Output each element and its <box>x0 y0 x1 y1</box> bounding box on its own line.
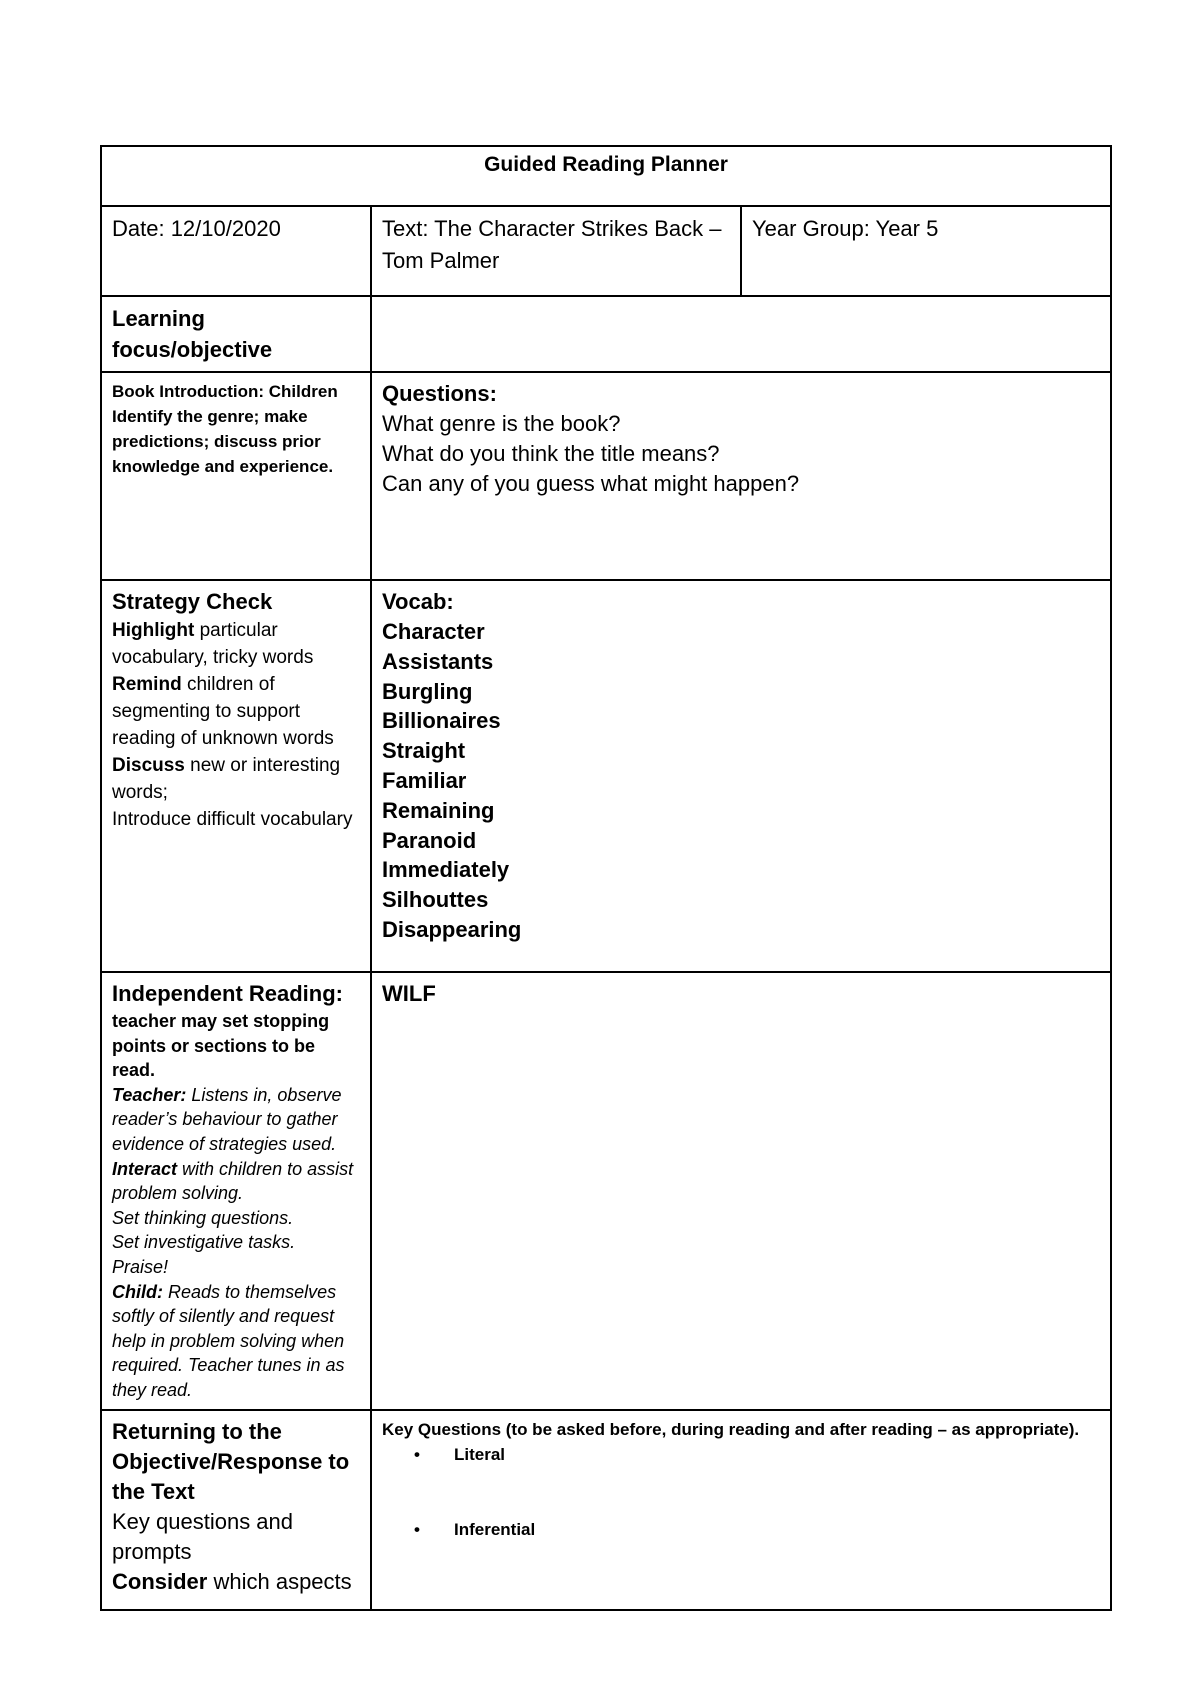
strategy-discuss <box>112 752 360 806</box>
vocab-word: Paranoid <box>382 827 477 853</box>
bullet-literal-text: Literal <box>454 1444 506 1464</box>
guided-reading-planner-table <box>100 145 1112 1611</box>
independent-reading-cell <box>101 972 371 1410</box>
returning-cell <box>101 1410 371 1610</box>
bullet-dot: • <box>414 1519 420 1539</box>
child-text: Reads to themselves softly of silently and request help in problem solving when required. Teacher tunes in as they read. <box>112 1281 345 1400</box>
strategy-remind-text: children of segmenting to support reading of unknown words <box>112 674 334 749</box>
vocab-word: Remaining <box>382 797 495 823</box>
bullet-literal <box>382 1442 1100 1467</box>
strategy-remind-bold: Remind <box>112 674 182 695</box>
thinking-line: Set thinking questions. <box>112 1207 294 1228</box>
key-prompts-line: Key questions and prompts <box>112 1508 294 1564</box>
planner-title: Guided Reading Planner <box>101 146 1111 206</box>
learning-focus-value <box>371 296 1111 372</box>
independent-reading-heading: Independent Reading: <box>112 981 343 1006</box>
year-group-cell: Year Group: Year 5 <box>741 206 1111 296</box>
investigative-line: Set investigative tasks. <box>112 1232 296 1253</box>
interact-line <box>112 1157 360 1206</box>
vocab-heading: Vocab: <box>382 589 454 614</box>
child-bold: Child: <box>112 1281 163 1302</box>
returning-heading: Returning to the Objective/Response to the Text <box>112 1418 350 1504</box>
consider-line <box>112 1567 360 1597</box>
text-cell: Text: The Character Strikes Back – Tom Palmer <box>371 206 741 296</box>
question-item: Can any of you guess what might happen? <box>382 471 800 496</box>
bullet-inferential-text: Inferential <box>454 1519 536 1539</box>
interact-bold: Interact <box>112 1158 178 1179</box>
key-questions-text: Key Questions (to be asked before, during reading and after reading – as appropriate). <box>382 1419 1080 1439</box>
key-questions-cell <box>371 1410 1111 1610</box>
strategy-discuss-bold: Discuss <box>112 755 185 776</box>
strategy-highlight <box>112 617 360 671</box>
wilf-cell <box>371 972 1111 1410</box>
strategy-introduce: Introduce difficult vocabulary <box>112 809 353 830</box>
vocab-word: Straight <box>382 738 466 764</box>
strategy-check-heading: Strategy Check <box>112 589 273 614</box>
vocab-word: Assistants <box>382 648 494 674</box>
consider-bold: Consider <box>112 1568 208 1594</box>
teacher-text: Listens in, observe reader’s behaviour to gather evidence of strategies used. <box>112 1084 342 1154</box>
book-introduction-cell: Book Introduction: Children Identify the genre; make predictions; discuss prior knowledge and experience. <box>101 372 371 580</box>
vocab-word: Burgling <box>382 678 473 704</box>
questions-cell <box>371 372 1111 580</box>
independent-reading-sub: teacher may set stopping points or sections to be read. <box>112 1011 330 1081</box>
strategy-check-cell <box>101 580 371 972</box>
wilf-heading: WILF <box>382 981 436 1006</box>
questions-heading: Questions: <box>382 381 497 406</box>
bullet-inferential <box>382 1517 1100 1542</box>
date-cell: Date: 12/10/2020 <box>101 206 371 296</box>
strategy-highlight-bold: Highlight <box>112 620 195 641</box>
strategy-discuss-text: new or interesting words; <box>112 755 341 803</box>
vocab-word: Silhouttes <box>382 887 489 913</box>
vocab-word: Familiar <box>382 767 467 793</box>
strategy-remind <box>112 671 360 752</box>
praise-line: Praise! <box>112 1256 169 1277</box>
vocab-word: Immediately <box>382 857 510 883</box>
child-line <box>112 1280 360 1403</box>
strategy-highlight-text: particular vocabulary, tricky words <box>112 620 314 668</box>
bullet-dot: • <box>414 1444 420 1464</box>
key-questions-list <box>382 1442 1100 1542</box>
question-item: What genre is the book? <box>382 411 621 436</box>
vocab-word: Character <box>382 619 485 644</box>
vocab-cell <box>371 580 1111 972</box>
teacher-line <box>112 1083 360 1157</box>
teacher-bold: Teacher: <box>112 1084 187 1105</box>
consider-text: which aspects <box>207 1568 352 1594</box>
question-item: What do you think the title means? <box>382 441 720 466</box>
vocab-word: Billionaires <box>382 708 501 734</box>
learning-focus-label: Learning focus/objective <box>101 296 371 372</box>
interact-text: with children to assist problem solving. <box>112 1158 354 1204</box>
vocab-word: Disappearing <box>382 916 522 942</box>
